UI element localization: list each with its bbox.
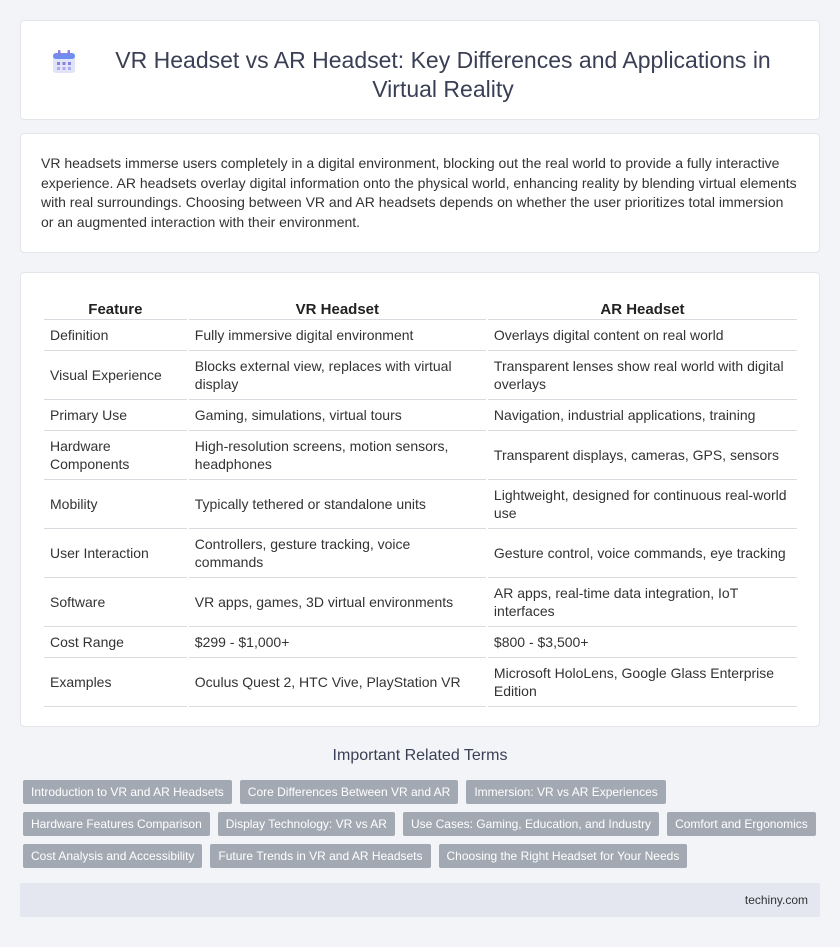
feature-cell: Cost Range (44, 627, 187, 658)
table-row (44, 529, 797, 578)
vr-cell: High-resolution screens, motion sensors, headphones (189, 431, 486, 480)
feature-cell: Definition (44, 320, 187, 351)
table-row (44, 431, 797, 480)
ar-cell: Transparent displays, cameras, GPS, sensors (488, 431, 797, 480)
tag-link[interactable]: Display Technology: VR vs AR (218, 812, 395, 836)
vr-cell: VR apps, games, 3D virtual environments (189, 578, 486, 627)
header-ar: AR Headset (488, 295, 797, 320)
ar-cell: $800 - $3,500+ (488, 627, 797, 658)
intro-card (20, 133, 820, 253)
table-row (44, 578, 797, 627)
vr-cell: Gaming, simulations, virtual tours (189, 400, 486, 431)
related-tags (23, 780, 823, 876)
table-row (44, 627, 797, 658)
tag-link[interactable]: Choosing the Right Headset for Your Needs (439, 844, 688, 868)
related-terms-title: Important Related Terms (332, 747, 508, 764)
feature-cell: Mobility (44, 480, 187, 529)
footer-brand[interactable]: techiny.com (744, 893, 808, 907)
ar-cell: Microsoft HoloLens, Google Glass Enterprise Edition (488, 658, 797, 707)
ar-cell: Overlays digital content on real world (488, 320, 797, 351)
tag-row (23, 844, 823, 868)
tag-link[interactable]: Use Cases: Gaming, Education, and Industry (403, 812, 659, 836)
tag-link[interactable]: Immersion: VR vs AR Experiences (466, 780, 665, 804)
table-row (44, 658, 797, 707)
footer-bar (20, 883, 820, 917)
comparison-table (42, 295, 799, 707)
table-row (44, 400, 797, 431)
table-row (44, 320, 797, 351)
feature-cell: Hardware Components (44, 431, 187, 480)
tag-link[interactable]: Cost Analysis and Accessibility (23, 844, 202, 868)
feature-cell: Visual Experience (44, 351, 187, 400)
tag-link[interactable]: Future Trends in VR and AR Headsets (210, 844, 430, 868)
feature-cell: Primary Use (44, 400, 187, 431)
table-row (44, 351, 797, 400)
feature-cell: User Interaction (44, 529, 187, 578)
vr-cell: Controllers, gesture tracking, voice commands (189, 529, 486, 578)
table-header-row (44, 295, 797, 320)
ar-cell: Lightweight, designed for continuous real-world use (488, 480, 797, 529)
tag-row (23, 812, 823, 836)
ar-cell: Transparent lenses show real world with digital overlays (488, 351, 797, 400)
tag-link[interactable]: Introduction to VR and AR Headsets (23, 780, 232, 804)
tag-link[interactable]: Comfort and Ergonomics (667, 812, 816, 836)
tag-link[interactable]: Core Differences Between VR and AR (240, 780, 459, 804)
header-feature: Feature (44, 295, 187, 320)
vr-cell: $299 - $1,000+ (189, 627, 486, 658)
title-card (20, 20, 820, 120)
feature-cell: Software (44, 578, 187, 627)
ar-cell: Navigation, industrial applications, training (488, 400, 797, 431)
vr-cell: Fully immersive digital environment (189, 320, 486, 351)
vr-cell: Typically tethered or standalone units (189, 480, 486, 529)
comparison-card (20, 272, 820, 727)
table-row (44, 480, 797, 529)
feature-cell: Examples (44, 658, 187, 707)
vr-cell: Oculus Quest 2, HTC Vive, PlayStation VR (189, 658, 486, 707)
intro-paragraph: VR headsets immerse users completely in a digital environment, blocking out the real world to provide a fully interactive experience. AR headsets overlay digital information onto the physical world, enhancing reality by blending virtual elements with real surroundings. Choosing between VR and AR headsets depends on whether the user prioritizes total immersion or an augmented interaction with their environment. (41, 155, 797, 230)
ar-cell: Gesture control, voice commands, eye tracking (488, 529, 797, 578)
vr-cell: Blocks external view, replaces with virtual display (189, 351, 486, 400)
ar-cell: AR apps, real-time data integration, IoT interfaces (488, 578, 797, 627)
page-title: VR Headset vs AR Headset: Key Differences and Applications in Virtual Reality (115, 47, 771, 102)
tag-link[interactable]: Hardware Features Comparison (23, 812, 210, 836)
tag-row (23, 780, 823, 804)
calendar-icon (51, 49, 77, 75)
header-vr: VR Headset (189, 295, 486, 320)
